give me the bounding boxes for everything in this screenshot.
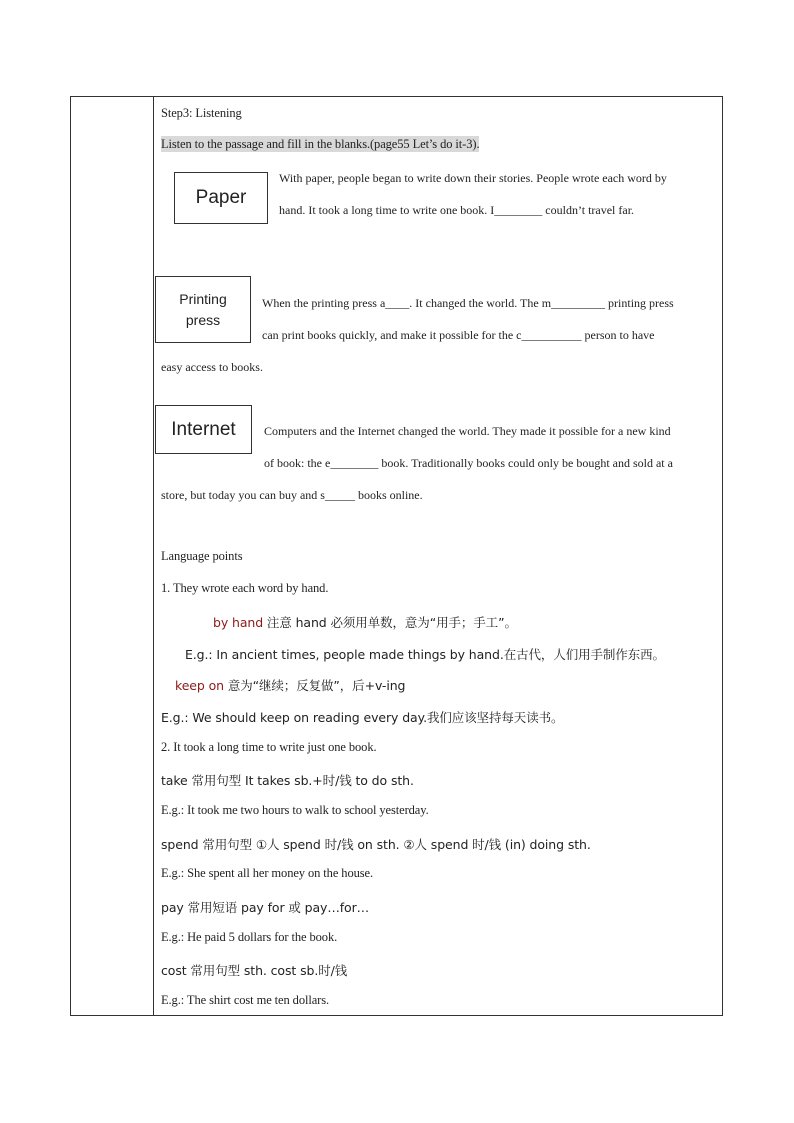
point-1-note: by hand 注意 hand 必须用单数，意为“用手；手工”。 (213, 615, 517, 630)
pay-example: E.g.: He paid 5 dollars for the book. (161, 930, 338, 944)
point-3: 2. It took a long time to write just one book. (161, 740, 377, 754)
internet-box: Internet (155, 405, 252, 454)
lesson-table (70, 96, 723, 1016)
paper-box: Paper (174, 172, 268, 224)
point-2-note: keep on 意为“继续；反复做”，后+v-ing (175, 678, 406, 693)
printing-press-box: Printing press (155, 276, 251, 343)
internet-text: Computers and the Internet changed the world. They made it possible for a new kind of book: the e________ book. Traditionally books could only be bought and sold at a (264, 424, 673, 470)
step-title: Step3: Listening (161, 106, 242, 120)
printing-press-text: When the printing press a____. It changed the world. The m_________ printing press can print books quickly, and make it possible for the c__________ person to have (262, 296, 674, 342)
paper-text: With paper, people began to write down their stories. People wrote each word by hand. It took a long time to write one book. I________ couldn’t travel far. (279, 171, 667, 217)
cost-pattern: cost 常用句型 sth. cost sb.时/钱 (161, 963, 348, 978)
point-2-example: E.g.: We should keep on reading every day.我们应该坚持每天读书。 (161, 710, 564, 725)
printing-press-text-cont: easy access to books. (161, 360, 263, 374)
pay-phrase: pay 常用短语 pay for 或 pay…for… (161, 900, 370, 915)
internet-text-cont: store, but today you can buy and s_____ books online. (161, 488, 423, 502)
spend-example: E.g.: She spent all her money on the house. (161, 866, 373, 880)
point-1: 1. They wrote each word by hand. (161, 581, 329, 595)
language-points-heading: Language points (161, 549, 243, 563)
point-1-example: E.g.: In ancient times, people made things by hand.在古代，人们用手制作东西。 (185, 647, 665, 662)
instruction: Listen to the passage and fill in the blanks.(page55 Let’s do it-3). (161, 137, 480, 151)
take-example: E.g.: It took me two hours to walk to school yesterday. (161, 803, 429, 817)
content-cell (161, 97, 721, 1015)
cost-example: E.g.: The shirt cost me ten dollars. (161, 993, 330, 1007)
column-divider (153, 97, 154, 1015)
spend-pattern: spend 常用句型 ①人 spend 时/钱 on sth. ②人 spend 时/钱 (in) doing sth. (161, 837, 591, 852)
take-pattern: take 常用句型 It takes sb.+时/钱 to do sth. (161, 773, 414, 788)
